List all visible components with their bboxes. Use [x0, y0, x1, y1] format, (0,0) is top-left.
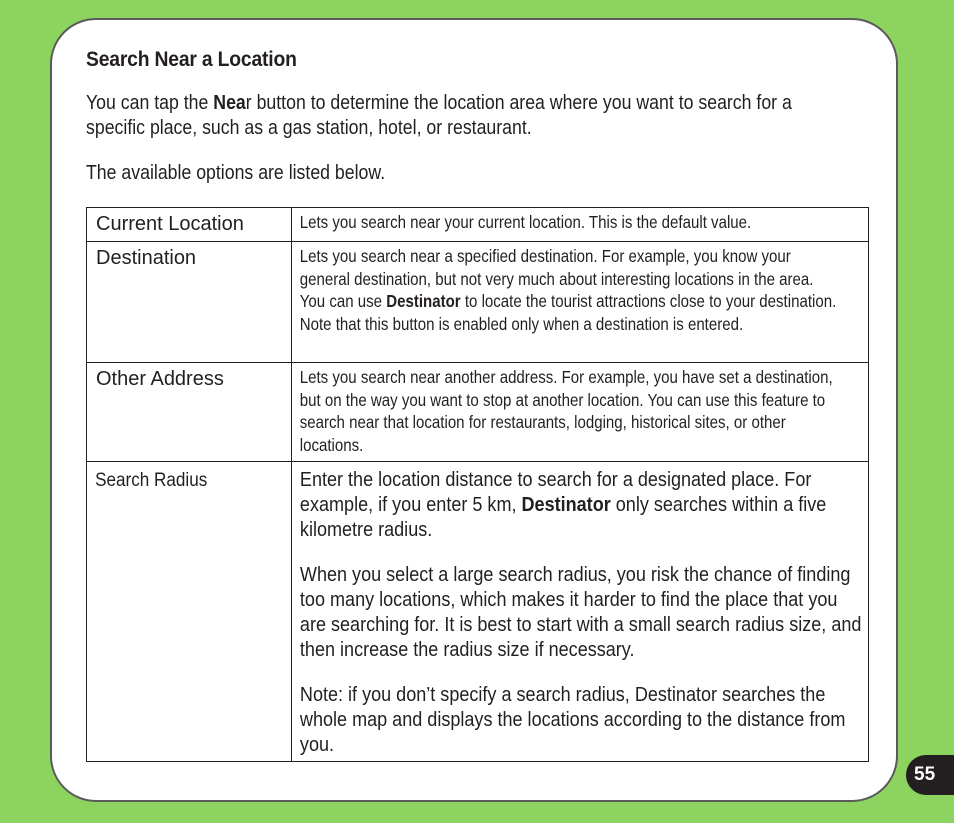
- option-description: [292, 462, 863, 761]
- page-number: 55: [914, 764, 936, 785]
- option-desc-cell: [292, 242, 869, 363]
- option-term-cell: [87, 462, 292, 762]
- radius-paragraph-2: When you select a large search radius, you risk the chance of finding too many locations, which makes it harder to find the place that you are searching for. It is best to start with a small search radius size, and then increase the radius size if necessary.: [299, 563, 862, 661]
- intro-text-start: You can tap the: [86, 92, 214, 114]
- page-number-badge: [906, 755, 954, 795]
- option-term-cell: [87, 242, 292, 363]
- section-title: Search Near a Location: [86, 48, 297, 71]
- radius-text-end: only searches within a five kilometre radius.: [299, 493, 827, 541]
- intro-paragraph: [86, 91, 847, 141]
- option-desc-cell: [292, 208, 869, 242]
- radius-paragraph-3: Note: if you don’t specify a search radius, Destinator searches the whole map and displays the locations according to the distance from you.: [299, 683, 846, 756]
- options-intro: The available options are listed below.: [86, 162, 386, 184]
- near-button-reference: Nea: [213, 92, 246, 114]
- radius-paragraph-1: [300, 467, 863, 542]
- option-description: Lets you search near another address. For example, you have set a destination, but on the way you want to stop at another location. You can use this feature to search near that location for restaurants, lodging, historical sites, or other locations.: [299, 367, 833, 455]
- table-row: [87, 242, 869, 363]
- option-desc-cell: [292, 363, 869, 462]
- intro-text-end: r button to determine the location area where you want to search for a specific place, such as a gas station, hotel, or restaurant.: [86, 92, 792, 139]
- option-term: Other Address: [96, 368, 224, 390]
- option-term-cell: [87, 363, 292, 462]
- options-table: [86, 207, 869, 762]
- desc-text-start: Lets you search near a specified destination. For example, you know your general destination, but not very much about interesting locations in the area. You can use: [299, 246, 814, 311]
- table-row: [87, 462, 869, 762]
- table-row: [87, 208, 869, 242]
- option-term-cell: [87, 208, 292, 242]
- desc-text-end: to locate the tourist attractions close to your destination. Note that this button is enabled only when a destination is entered.: [299, 291, 837, 334]
- option-term: Search Radius: [95, 470, 208, 491]
- radius-text-start: Enter the location distance to search for a designated place. For example, if you enter 5 km,: [299, 468, 812, 516]
- option-desc-cell: [292, 462, 869, 762]
- option-description: [292, 242, 837, 338]
- option-description: Lets you search near your current location. This is the default value.: [299, 212, 752, 232]
- destinator-reference: Destinator: [521, 493, 611, 516]
- option-term: Current Location: [96, 213, 244, 235]
- destinator-reference: Destinator: [386, 291, 461, 311]
- table-row: [87, 363, 869, 462]
- option-term: Destination: [96, 247, 197, 269]
